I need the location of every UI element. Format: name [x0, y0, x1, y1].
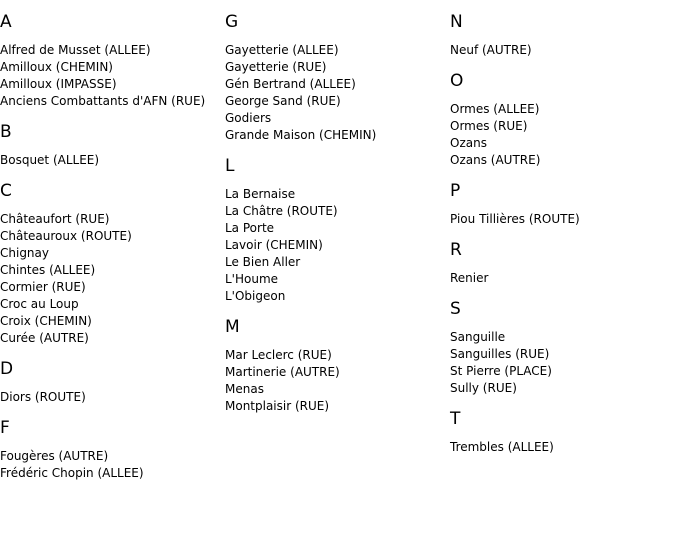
letter-heading: N	[450, 12, 463, 32]
letter-group	[0, 181, 220, 347]
street-link[interactable]: Sully (RUE)	[450, 381, 517, 395]
street-list-item	[0, 59, 220, 76]
street-list-item	[225, 271, 445, 288]
street-list-item	[450, 380, 670, 397]
letter-group	[0, 418, 220, 482]
street-list-item	[225, 364, 445, 381]
street-link[interactable]: Châteaufort (RUE)	[0, 212, 110, 226]
street-link[interactable]: Sanguilles (RUE)	[450, 347, 550, 361]
street-list-item	[0, 228, 220, 245]
street-list-item	[225, 42, 445, 59]
street-link[interactable]: Mar Leclerc (RUE)	[225, 348, 332, 362]
letter-heading: B	[0, 122, 12, 142]
street-link[interactable]: Grande Maison (CHEMIN)	[225, 128, 377, 142]
street-list-item	[450, 439, 670, 456]
street-list	[0, 211, 220, 347]
street-link[interactable]: Piou Tillières (ROUTE)	[450, 212, 580, 226]
street-link[interactable]: Ormes (ALLEE)	[450, 102, 540, 116]
street-link[interactable]: Fougères (AUTRE)	[0, 449, 109, 463]
letter-heading: S	[450, 299, 461, 319]
street-list	[450, 270, 670, 287]
street-list-item	[0, 389, 220, 406]
street-link[interactable]: L'Obigeon	[225, 289, 286, 303]
street-list-item	[0, 279, 220, 296]
street-list-item	[225, 381, 445, 398]
column-3	[450, 0, 670, 466]
street-link[interactable]: Renier	[450, 271, 489, 285]
street-link[interactable]: Chignay	[0, 246, 49, 260]
street-link[interactable]: Ozans (AUTRE)	[450, 153, 541, 167]
street-list-item	[0, 76, 220, 93]
letter-heading: T	[450, 409, 461, 429]
street-list	[0, 448, 220, 482]
street-link[interactable]: Gayetterie (RUE)	[225, 60, 327, 74]
street-list	[450, 42, 670, 59]
letter-heading: G	[225, 12, 239, 32]
street-link[interactable]: Menas	[225, 382, 264, 396]
street-list-item	[0, 211, 220, 228]
street-list-item	[225, 288, 445, 305]
letter-heading: L	[225, 156, 235, 176]
letter-group	[0, 359, 220, 406]
letter-group	[450, 181, 670, 228]
street-link[interactable]: Lavoir (CHEMIN)	[225, 238, 323, 252]
street-list-item	[0, 448, 220, 465]
street-list-item	[225, 93, 445, 110]
street-list-item	[450, 211, 670, 228]
street-list-item	[0, 42, 220, 59]
street-list-item	[225, 127, 445, 144]
letter-group	[0, 12, 220, 110]
street-link[interactable]: Cormier (RUE)	[0, 280, 86, 294]
street-link[interactable]: St Pierre (PLACE)	[450, 364, 552, 378]
street-list	[450, 211, 670, 228]
street-link[interactable]: Croix (CHEMIN)	[0, 314, 92, 328]
letter-heading: M	[225, 317, 240, 337]
letter-heading: R	[450, 240, 462, 260]
street-link[interactable]: Curée (AUTRE)	[0, 331, 89, 345]
street-list-item	[450, 329, 670, 346]
letter-group	[0, 122, 220, 169]
street-list-item	[225, 220, 445, 237]
street-link[interactable]: Amilloux (CHEMIN)	[0, 60, 113, 74]
street-list-item	[0, 262, 220, 279]
street-link[interactable]: Amilloux (IMPASSE)	[0, 77, 117, 91]
street-list-item	[225, 203, 445, 220]
street-list-item	[0, 93, 220, 110]
letter-group	[450, 12, 670, 59]
street-list-item	[450, 101, 670, 118]
letter-group	[450, 299, 670, 397]
street-link[interactable]: Bosquet (ALLEE)	[0, 153, 100, 167]
street-link[interactable]: Neuf (AUTRE)	[450, 43, 532, 57]
street-list	[0, 389, 220, 406]
street-list-item	[450, 363, 670, 380]
letter-heading: A	[0, 12, 12, 32]
street-link[interactable]: Le Bien Aller	[225, 255, 301, 269]
column-1	[0, 0, 220, 492]
street-list-item	[225, 347, 445, 364]
street-list-item	[225, 59, 445, 76]
street-list-item	[225, 110, 445, 127]
street-link[interactable]: Gén Bertrand (ALLEE)	[225, 77, 356, 91]
street-link[interactable]: Trembles (ALLEE)	[450, 440, 554, 454]
street-link[interactable]: Anciens Combattants d'AFN (RUE)	[0, 94, 206, 108]
street-link[interactable]: Diors (ROUTE)	[0, 390, 86, 404]
street-link[interactable]: Gayetterie (ALLEE)	[225, 43, 339, 57]
letter-group	[225, 156, 445, 305]
letter-group	[225, 12, 445, 144]
street-list	[225, 347, 445, 415]
street-list-item	[0, 245, 220, 262]
street-link[interactable]: L'Houme	[225, 272, 279, 286]
street-link[interactable]: Ozans	[450, 136, 487, 150]
street-link[interactable]: Châteauroux (ROUTE)	[0, 229, 132, 243]
street-link[interactable]: Godiers	[225, 111, 272, 125]
street-list-item	[0, 465, 220, 482]
street-list-item	[225, 186, 445, 203]
street-link[interactable]: George Sand (RUE)	[225, 94, 341, 108]
street-list	[450, 329, 670, 397]
letter-heading: D	[0, 359, 14, 379]
street-link[interactable]: Martinerie (AUTRE)	[225, 365, 340, 379]
street-link[interactable]: Frédéric Chopin (ALLEE)	[0, 466, 144, 480]
street-list	[450, 101, 670, 169]
street-list	[450, 439, 670, 456]
letter-heading: O	[450, 71, 464, 91]
street-list-item	[450, 118, 670, 135]
letter-heading: F	[0, 418, 10, 438]
letter-group	[450, 240, 670, 287]
street-list-item	[450, 270, 670, 287]
column-2	[225, 0, 445, 425]
street-list	[0, 42, 220, 110]
street-list	[225, 186, 445, 305]
street-link[interactable]: Sanguille	[450, 330, 506, 344]
street-link[interactable]: Ormes (RUE)	[450, 119, 528, 133]
street-list-item	[225, 254, 445, 271]
letter-group	[225, 317, 445, 415]
letter-group	[450, 409, 670, 456]
street-link[interactable]: Croc au Loup	[0, 297, 79, 311]
street-list-item	[0, 296, 220, 313]
street-list-item	[450, 135, 670, 152]
letter-group	[450, 71, 670, 169]
street-list-item	[225, 76, 445, 93]
street-list-item	[450, 152, 670, 169]
street-link[interactable]: Montplaisir (RUE)	[225, 399, 330, 413]
street-link[interactable]: Alfred de Musset (ALLEE)	[0, 43, 151, 57]
street-list-item	[450, 346, 670, 363]
street-link[interactable]: La Châtre (ROUTE)	[225, 204, 338, 218]
street-link[interactable]: La Porte	[225, 221, 275, 235]
letter-heading: C	[0, 181, 12, 201]
street-list-item	[225, 398, 445, 415]
letter-heading: P	[450, 181, 461, 201]
street-link[interactable]: La Bernaise	[225, 187, 296, 201]
street-list-item	[225, 237, 445, 254]
street-link[interactable]: Chintes (ALLEE)	[0, 263, 96, 277]
street-list-item	[0, 313, 220, 330]
street-list	[225, 42, 445, 144]
street-list-item	[0, 330, 220, 347]
street-list-item	[450, 42, 670, 59]
street-list	[0, 152, 220, 169]
street-list-item	[0, 152, 220, 169]
